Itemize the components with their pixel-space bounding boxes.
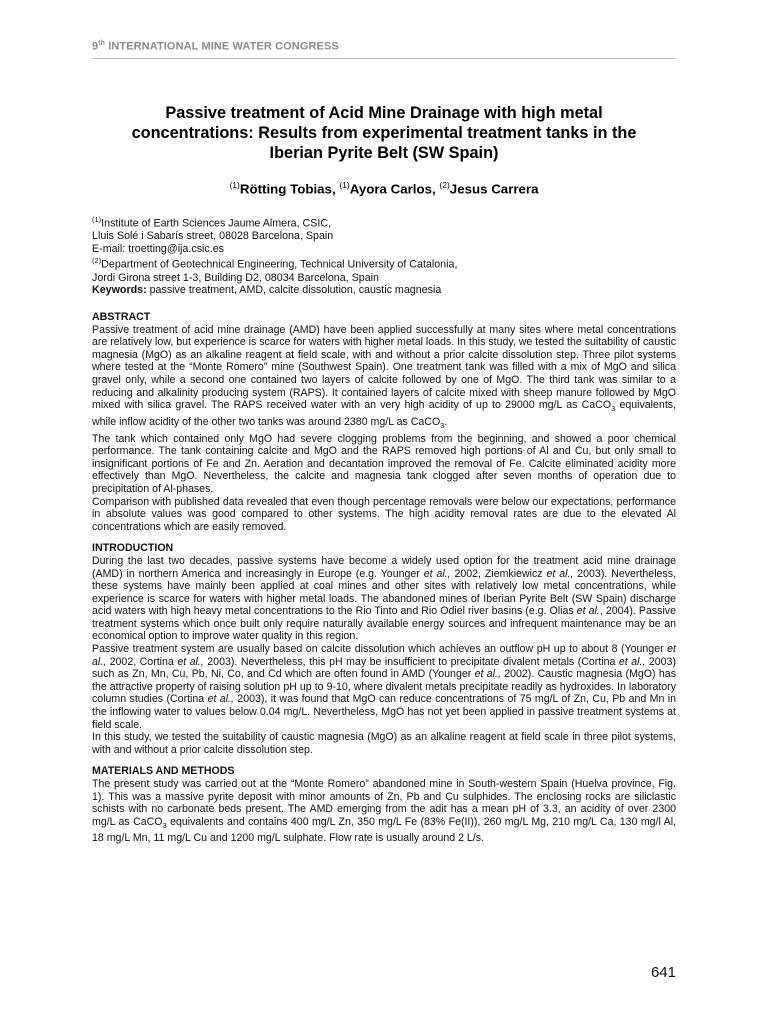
citation-etal: et al.,	[618, 655, 646, 668]
header-rule	[92, 58, 676, 59]
text-run: Passive treatment system are usually based on calcite dissolution which achieves an outflow pH up to about 8 (Younger	[92, 643, 668, 656]
text-run: equivalents and contains 400 mg/L Zn, 350 mg/L Fe (83% Fe(II)), 260 mg/L Mg, 210 mg/L Ca, 130 mg/l Al, 18 mg/L Mn, 11 mg/L Cu and 1200 mg/L sulphate. Flow rate is usually around 2 L/s.	[92, 815, 676, 845]
text-run: Passive treatment of acid mine drainage (AMD) have been applied successfully at many sites where metal concentrations are relatively low, but experience is scarce for waters with higher metal loads. In this study, we tested the suitability of caustic magnesia (MgO) as an alkaline reagent at field scale, with and without a prior calcite dissolution step. Three pilot systems where tested at the “Monte Romero” mine (Southwest Spain). One treatment tank was filled with a mix of MgO and silica gravel only, while a second one contained two layers of calcite followed by one of MgO. The third tank was similar to a reducing and alkalinity producing system (RAPS). It contained layers of calcite mixed with sheep manure followed by MgO mixed with silica gravel. The RAPS received water with an very high acidity of up to 29000 mg/L as CaCO	[92, 323, 676, 412]
author-mark: (2)	[439, 180, 450, 190]
affiliation-line: Jordi Girona street 1-3, Building D2, 08034 Barcelona, Spain	[92, 271, 379, 284]
keywords-text: passive treatment, AMD, calcite dissolution, caustic magnesia	[146, 284, 442, 297]
introduction-heading: INTRODUCTION	[92, 542, 174, 555]
subscript: 3	[440, 420, 445, 430]
text-run: The present study was carried out at the “Monte Romero” abandoned mine in South-western Spain (Huelva province, Fig. 1). This was a massive pyrite deposit with minor amounts of Zn, Pb and Cu sulphides. The enclosing rocks are siliclastic schists with no carbonate beds present. The AMD emerging from the adit has a mean pH of 3.3, an acidity of over 2300 mg/L as CaCO	[92, 778, 676, 828]
title-line: Passive treatment of Acid Mine Drainage with high metal	[165, 104, 603, 122]
citation-etal: et al.	[576, 605, 600, 618]
affiliation-email: E-mail: troetting@ija.csic.es	[92, 242, 225, 255]
subscript: 3	[162, 820, 167, 830]
author-name: Rötting Tobias,	[239, 181, 336, 197]
affiliation-2	[92, 255, 676, 271]
methods-heading: MATERIALS AND METHODS	[92, 765, 235, 778]
affiliations	[92, 214, 676, 297]
citation-etal: et al.,	[474, 668, 501, 681]
introduction-paragraph	[92, 643, 676, 731]
subscript: 3	[611, 404, 616, 414]
introduction-paragraph	[92, 555, 676, 643]
affiliation-1	[92, 214, 676, 230]
title-line: concentrations: Results from experimental treatment tanks in the	[131, 124, 637, 142]
text-run: 2002, Ziemkiewicz	[450, 567, 547, 580]
affiliation-line: Department of Geotechnical Engineering, Technical University of Catalonia,	[101, 258, 458, 271]
introduction-paragraph: In this study, we tested the suitability of caustic magnesia (MgO) as an alkaline reagent at field scale in three pilot systems, with and without a prior calcite dissolution step.	[92, 731, 676, 756]
text-run: 2002, Cortina	[106, 655, 178, 668]
affiliation-line: Institute of Earth Sciences Jaume Almera, CSIC,	[101, 217, 332, 230]
header-ordinal-suffix: th	[98, 40, 106, 47]
keywords	[92, 284, 676, 297]
abstract-paragraph	[92, 324, 676, 433]
section-gap	[92, 533, 676, 542]
affiliation-line: Lluis Solé i Sabarís street, 08028 Barcelona, Spain	[92, 230, 334, 243]
abstract-heading: ABSTRACT	[92, 311, 151, 323]
citation-etal: et al.,	[546, 567, 574, 580]
text-run: During the last two decades, passive systems have become a widely used option for the treatment acid mine drainage (AMD) in northern America and increasingly in Europe (e.g. Younger	[92, 554, 676, 580]
text-run: 2003), it was found that MgO can reduce concentrations of 75 mg/L of Zn, Cu, Pb and Mn in the inflowing water to values below 0.04 mg/L. Nevertheless, MgO has not yet been applied in passive treatment systems at field scale.	[92, 693, 676, 731]
author-name: Jesus Carrera	[449, 181, 539, 197]
methods-paragraph	[92, 778, 676, 845]
header-ordinal: 9	[92, 40, 99, 53]
paper-title	[92, 103, 676, 163]
header-congress: INTERNATIONAL MINE WATER CONGRESS	[108, 40, 339, 53]
paper-body	[92, 311, 676, 845]
author-mark: (1)	[339, 180, 350, 190]
text-run: .	[444, 415, 448, 428]
abstract-paragraph: Comparison with published data revealed that even though percentage removals were below our expectations, performance in absolute values was good compared to other systems. The high acidity removal rates are due to the elevated Al concentrations which are easily removed.	[92, 495, 676, 533]
text-run: , 2004). Passive treatment systems which once built only require naturally available energy sources and infrequent maintenance may be an economical option to improve water quality in this region.	[92, 605, 677, 643]
text-run: 2003) such as Zn, Mn, Cu, Pb, Ni, Co, and Cd which are often found in AMD (Younger	[92, 655, 676, 681]
citation-etal: et al.,	[423, 567, 451, 580]
citation-etal: et al.,	[92, 643, 676, 668]
text-run: 2003). Nevertheless, these systems have mainly been applied at coal mines and other sites with relatively low metal concentrations, while experience is scarce for waters with higher metal loads. The abandoned mines of Iberian Pyrite Belt (SW Spain) discharge acid waters with high heavy metal concentrations to the Rio Tinto and Rio Odiel river basins (e.g. Olias	[92, 567, 676, 618]
author-mark: (1)	[229, 180, 240, 190]
section-gap	[92, 756, 676, 765]
citation-etal: et al.,	[177, 655, 204, 668]
running-header	[92, 40, 676, 53]
text-run: equivalents, while inflow acidity of the other two tanks was around 2380 mg/L as CaCO	[92, 399, 677, 428]
citation-etal: et al.,	[207, 693, 234, 706]
text-run: 2003). Nevertheless, this pH may be insufficient to precipitate divalent metals (Cortina	[203, 655, 619, 668]
text-run: 2002). Caustic magnesia (MgO) has the attractive property of raising solution pH up to 9-10, where divalent metals precipitate readily as hydroxides. In laboratory column studies (Cortina	[92, 668, 676, 706]
title-line: Iberian Pyrite Belt (SW Spain)	[269, 144, 499, 162]
abstract-paragraph: The tank which contained only MgO had severe clogging problems from the beginning, and showed a poor chemical performance. The tank containing calcite and MgO and the RAPS removed high portions of Al and Cu, but only small to insignificant portions of Fe and Zn. Aeration and decantation improved the removal of Fe. Calcite eliminated acidity more effectively than MgO. Nevertheless, the calcite and magnesia tank clogged after seven months of operation due to precipitation of Al-phases.	[92, 432, 676, 495]
affiliation-mark: (1)	[92, 215, 102, 224]
affiliation-mark: (2)	[92, 256, 102, 266]
author-list	[92, 180, 676, 196]
keywords-label: Keywords:	[92, 284, 147, 297]
page-number: 641	[650, 964, 676, 981]
author-name: Ayora Carlos,	[349, 181, 436, 197]
